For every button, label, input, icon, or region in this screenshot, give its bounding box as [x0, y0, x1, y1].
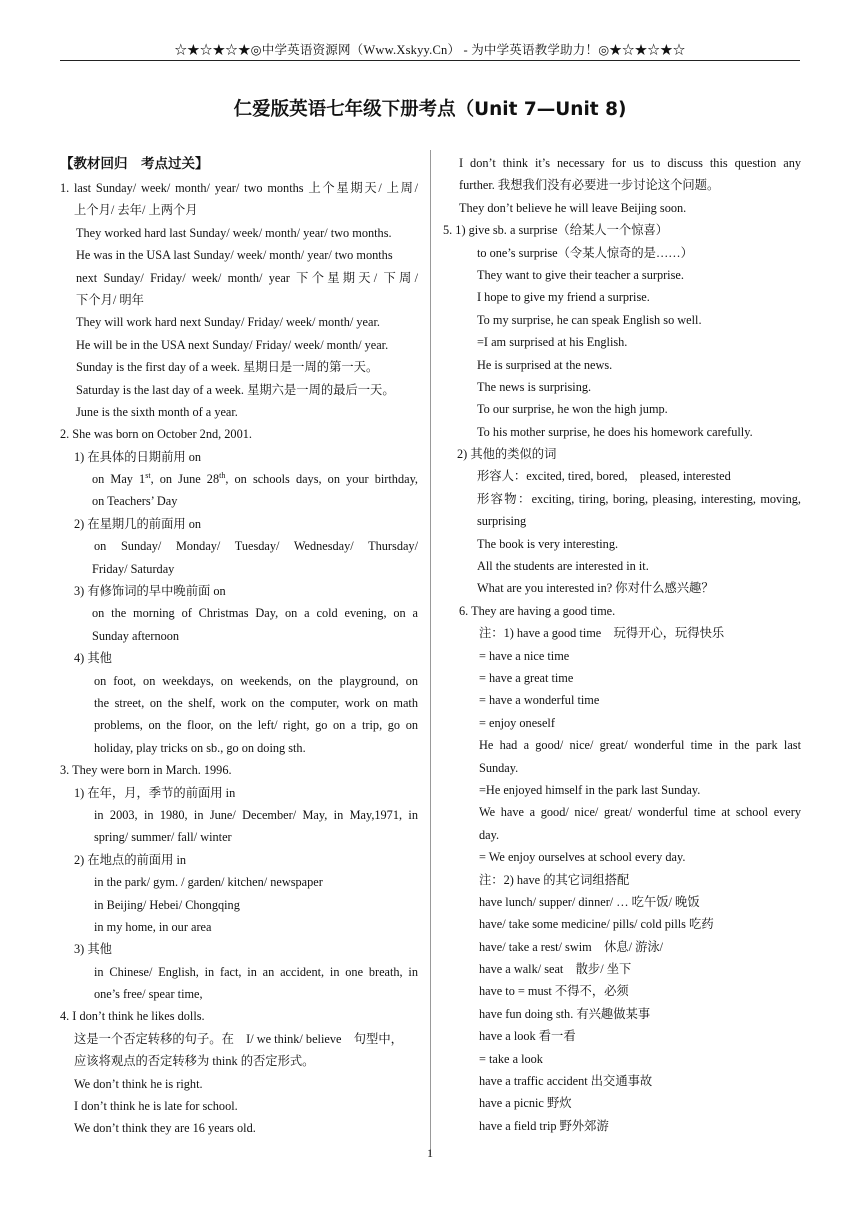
text-line: on foot, on weekdays, on weekends, on the playground, on: [94, 673, 418, 688]
text-line: day.: [479, 827, 500, 842]
text-line: have/ take a rest/ swim 休息/ 游泳/: [479, 939, 664, 954]
text-line: = We enjoy ourselves at school every day.: [479, 850, 686, 865]
text-line: =I am surprised at his English.: [477, 335, 628, 350]
text-line: I don’t think it’s necessary for us to discuss this question any: [459, 156, 801, 170]
header-rule: [60, 60, 800, 61]
text-line: 4. I don’t think he likes dolls.: [60, 1009, 205, 1024]
text-line: 上个月/ 去年/ 上两个月: [74, 203, 198, 218]
text-line: 2. She was born on October 2nd, 2001.: [60, 427, 252, 442]
text-line: We don’t think he is right.: [74, 1076, 203, 1091]
text-line: Sunday is the first day of a week. 星期日是一周的第一天。: [76, 360, 379, 375]
text-line: = enjoy oneself: [479, 715, 555, 730]
text-line: Saturday is the last day of a week. 星期六是一周的最后一天。: [76, 382, 395, 397]
text-line: spring/ summer/ fall/ winter: [94, 830, 232, 845]
text-line: 1. last Sunday/ week/ month/ year/ two months 上个星期天/ 上周/: [60, 181, 418, 195]
text-line: I don’t think he is late for school.: [74, 1099, 238, 1114]
text-line: to one’s surprise（令某人惊奇的是……）: [477, 245, 693, 260]
page-number: 1: [427, 1146, 433, 1160]
text-line: on Sunday/ Monday/ Tuesday/ Wednesday/ Thursday/: [94, 539, 418, 554]
text-line: 2) 在星期几的前面用 on: [74, 516, 202, 531]
text-line: have a picnic 野炊: [479, 1096, 572, 1111]
section-heading: 【教材回归 考点过关】: [60, 156, 209, 172]
text-line: in 2003, in 1980, in June/ December/ May, in May,1971, in: [94, 807, 418, 822]
text-line: All the students are interested in it.: [477, 559, 649, 574]
text-line: have to = must 不得不，必须: [479, 984, 629, 999]
text-line: 注：1) have a good time 玩得开心，玩得快乐: [479, 626, 725, 641]
text-line: To my surprise, he can speak English so well.: [477, 312, 702, 327]
text-line: They will work hard next Sunday/ Friday/ week/ month/ year.: [76, 315, 380, 330]
text-line: He is surprised at the news.: [477, 357, 613, 372]
text-line: The news is surprising.: [477, 379, 592, 394]
text-line: The book is very interesting.: [477, 536, 619, 551]
text-line: 下个月/ 明年: [76, 292, 144, 307]
text-line: have a walk/ seat 散步/ 坐下: [479, 962, 632, 977]
text-line: in my home, in our area: [94, 919, 212, 934]
text-line: We have a good/ nice/ great/ wonderful time at school every: [479, 805, 801, 820]
text-line: He had a good/ nice/ great/ wonderful time in the park last: [479, 738, 801, 753]
text-line: 1) 在年，月，季节的前面用 in: [74, 785, 236, 800]
text-line: What are you interested in? 你对什么感兴趣？: [477, 581, 714, 596]
left-column: [60, 152, 420, 1140]
text-line: on May 1st, on June 28th, on schools days, on your birthday,: [92, 470, 418, 487]
text-line: on Teachers’ Day: [92, 494, 178, 509]
text-line: 3) 其他: [74, 942, 112, 957]
text-line: = have a great time: [479, 670, 574, 685]
text-line: have a field trip 野外郊游: [479, 1118, 609, 1133]
right-column: [443, 152, 803, 1137]
text-line: 2) 其他的类似的词: [457, 447, 557, 462]
text-line: in the park/ gym. / garden/ kitchen/ newspaper: [94, 875, 323, 890]
text-line: have a traffic accident 出交通事故: [479, 1074, 653, 1089]
text-line: next Sunday/ Friday/ week/ month/ year 下个星期天/ 下周/: [76, 270, 418, 285]
text-line: 6. They are having a good time.: [459, 603, 616, 618]
text-line: have fun doing sth. 有兴趣做某事: [479, 1006, 651, 1021]
text-line: 5. 1) give sb. a surprise（给某人一个惊喜）: [443, 223, 669, 238]
text-line: on the morning of Christmas Day, on a cold evening, on a: [92, 606, 418, 621]
text-line: To his mother surprise, he does his homework carefully.: [477, 424, 753, 439]
text-line: holiday, play tricks on sb., go on doing sth.: [94, 740, 306, 755]
text-line: 这是一个否定转移的句子。在 I/ we think/ believe 句型中，: [74, 1031, 403, 1046]
document-title: 仁爱版英语七年级下册考点（Unit 7—Unit 8): [233, 99, 627, 120]
text-line: = have a wonderful time: [479, 693, 600, 708]
text-line: = have a nice time: [479, 648, 570, 663]
text-line: 4) 其他: [74, 651, 112, 666]
text-line: They don’t believe he will leave Beijing soon.: [459, 200, 687, 215]
text-line: We don’t think they are 16 years old.: [74, 1121, 256, 1136]
text-line: have a look 看一看: [479, 1029, 576, 1044]
text-line: surprising: [477, 514, 527, 529]
text-line: 2) 在地点的前面用 in: [74, 852, 187, 867]
text-line: 注：2) have 的其它词组搭配: [479, 872, 630, 887]
text-line: further. 我想我们没有必要进一步讨论这个问题。: [459, 178, 720, 193]
text-line: problems, on the floor, on the left/ right, go on a trip, go on: [94, 718, 418, 733]
text-line: 应该将观点的否定转移为 think 的否定形式。: [74, 1054, 315, 1069]
page-header: ☆★☆★☆★◎中学英语资源网（Www.Xskyy.Cn） - 为中学英语教学助力！◎★☆★☆★☆: [174, 43, 686, 57]
text-line: I hope to give my friend a surprise.: [477, 290, 650, 305]
text-line: 形容物：exciting, tiring, boring, pleasing, interesting, moving,: [477, 491, 801, 506]
text-line: =He enjoyed himself in the park last Sunday.: [479, 782, 701, 797]
column-divider: [430, 150, 431, 1155]
text-line: the street, on the shelf, work on the computer, work on math: [94, 695, 418, 710]
text-line: one’s free/ spear time,: [94, 987, 203, 1002]
text-line: 3. They were born in March. 1996.: [60, 763, 232, 778]
text-line: Sunday.: [479, 760, 519, 775]
text-line: in Chinese/ English, in fact, in an accident, in one breath, in: [94, 964, 418, 979]
text-line: Sunday afternoon: [92, 628, 180, 643]
text-line: in Beijing/ Hebei/ Chongqing: [94, 897, 240, 912]
text-line: 3) 有修饰词的早中晚前面 on: [74, 584, 226, 599]
text-line: Friday/ Saturday: [92, 561, 175, 576]
text-line: June is the sixth month of a year.: [76, 404, 238, 419]
text-line: have/ take some medicine/ pills/ cold pills 吃药: [479, 917, 714, 932]
text-line: To our surprise, he won the high jump.: [477, 402, 668, 417]
text-line: He will be in the USA next Sunday/ Friday/ week/ month/ year.: [76, 337, 389, 352]
text-line: They want to give their teacher a surprise.: [477, 267, 684, 282]
text-line: = take a look: [479, 1051, 543, 1066]
text-line: They worked hard last Sunday/ week/ month/ year/ two months.: [76, 225, 392, 240]
text-line: He was in the USA last Sunday/ week/ month/ year/ two months: [76, 248, 393, 263]
text-line: have lunch/ supper/ dinner/ … 吃午饭/ 晚饭: [479, 894, 700, 909]
text-line: 形容人：excited, tired, bored, pleased, interested: [477, 469, 731, 484]
text-line: 1) 在具体的日期前用 on: [74, 449, 202, 464]
